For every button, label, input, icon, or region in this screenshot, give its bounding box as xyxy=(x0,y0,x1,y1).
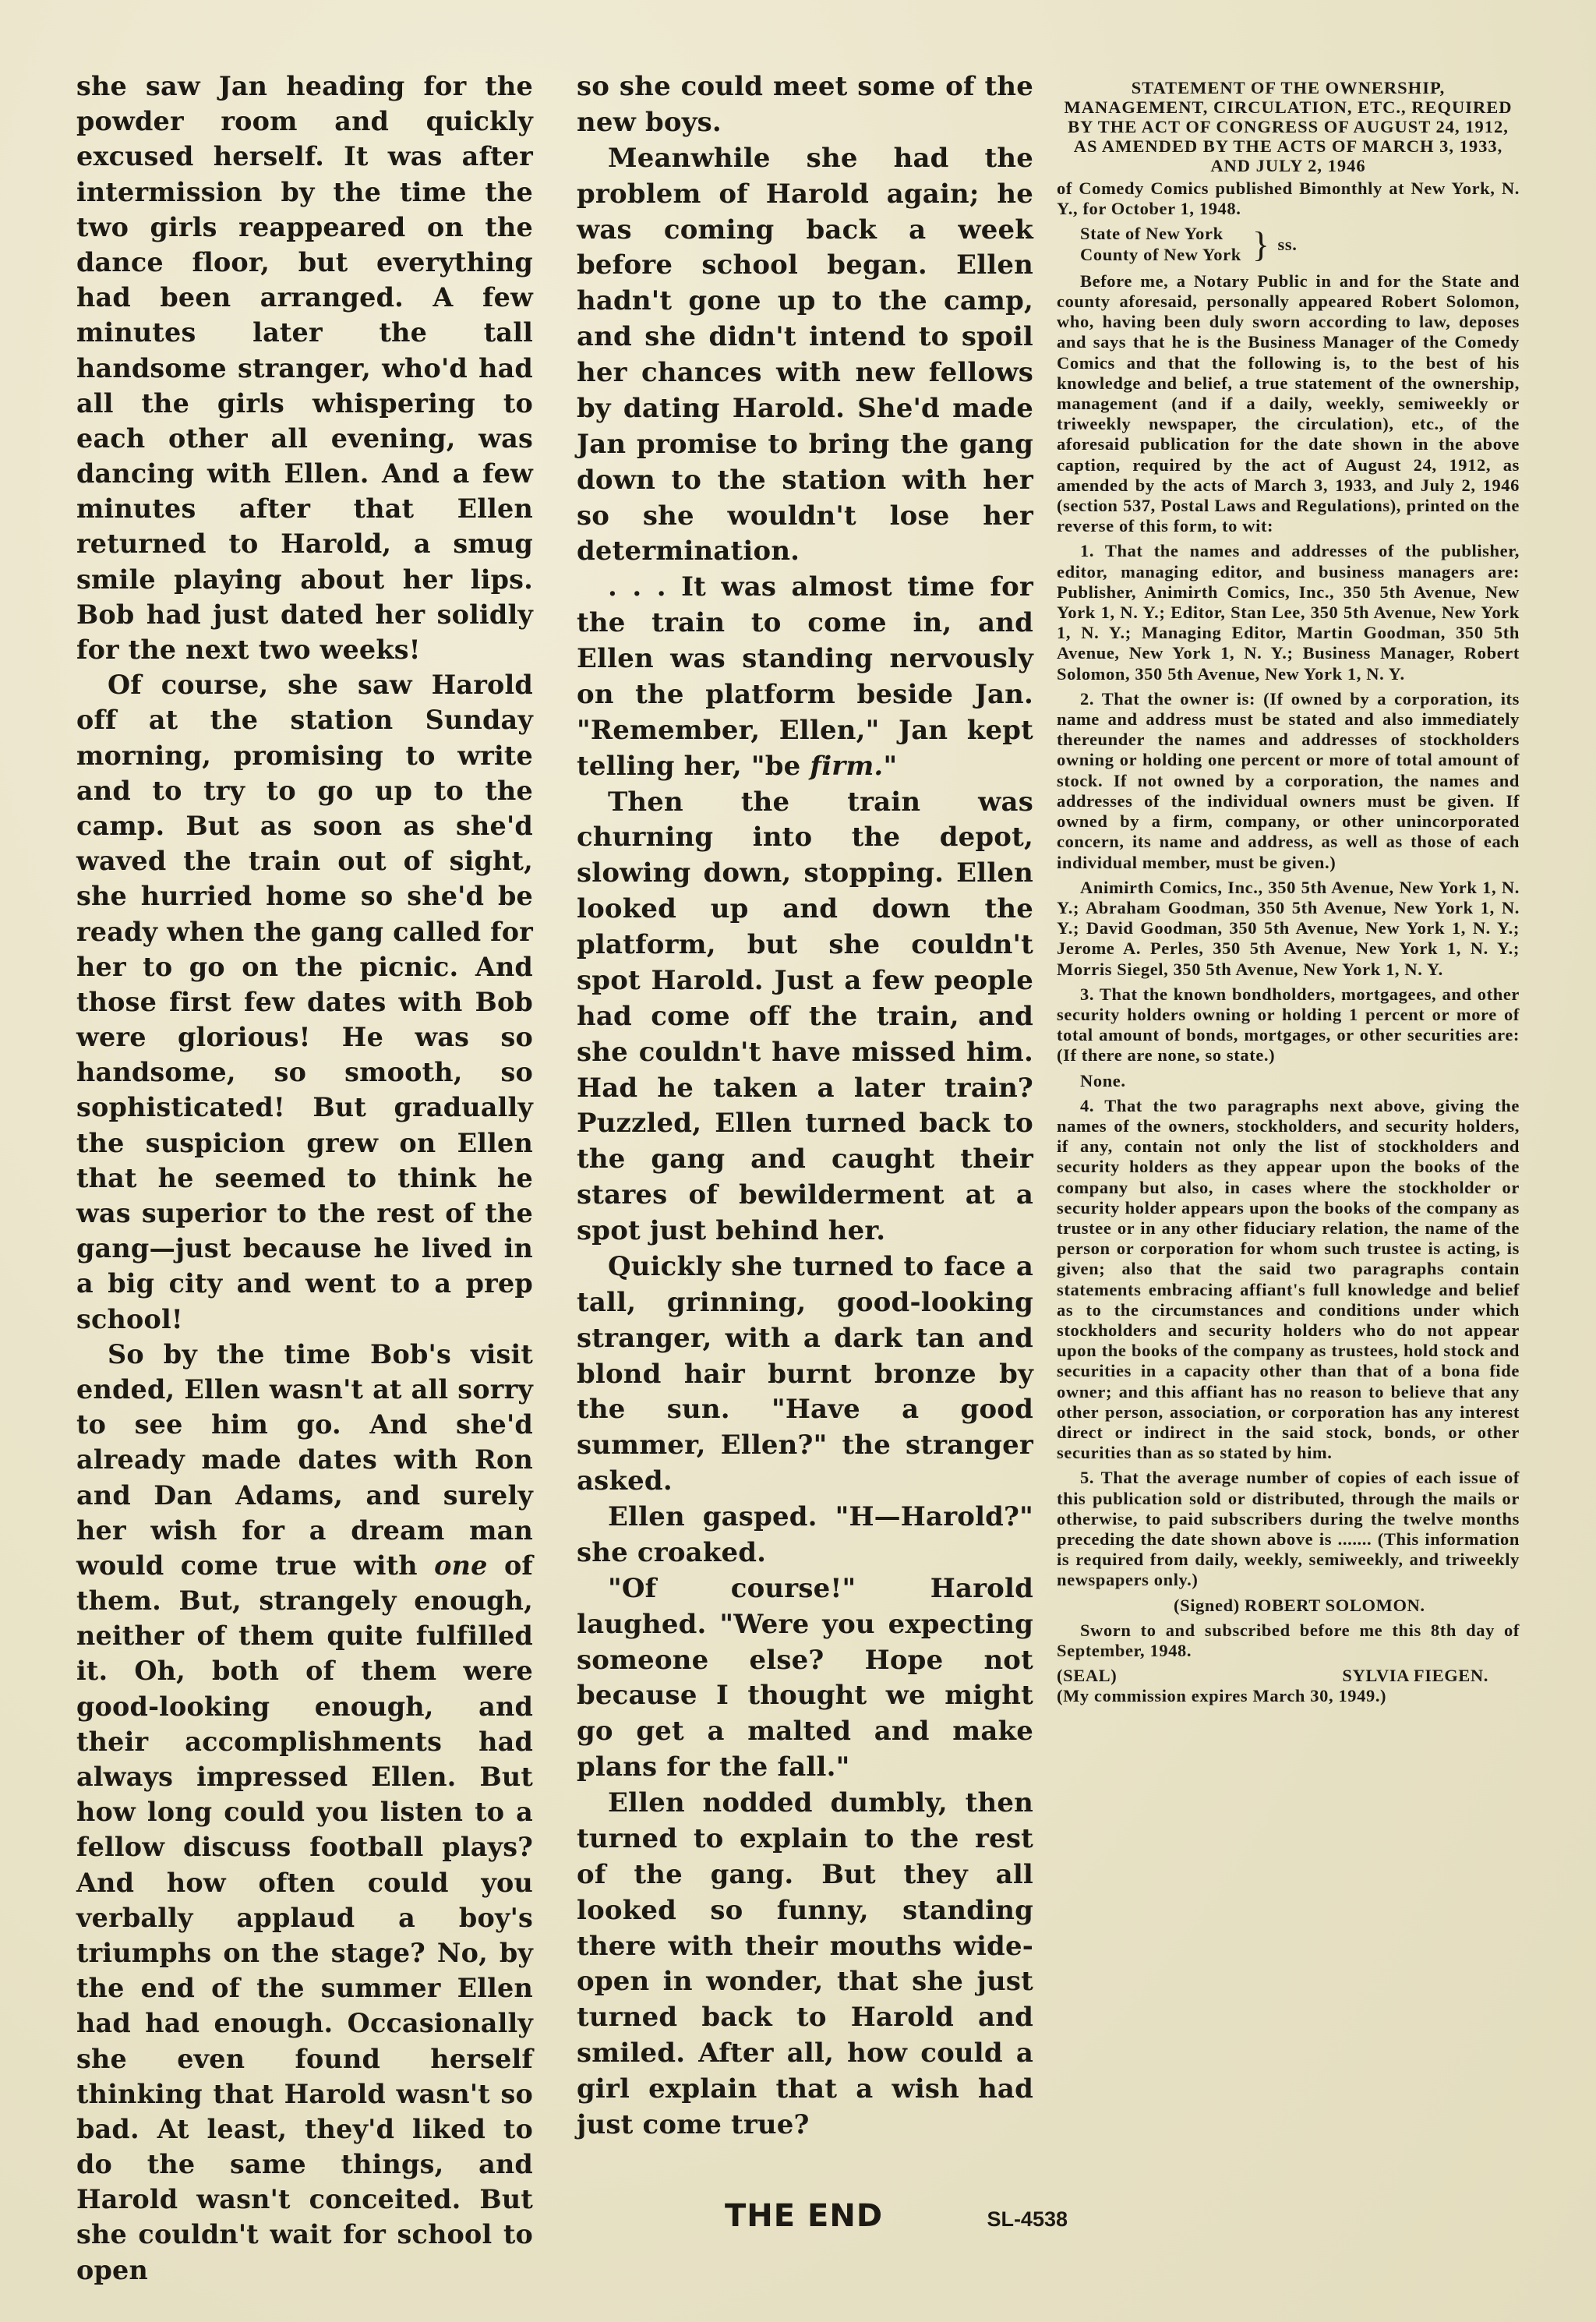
story-code: SL-4538 xyxy=(987,2207,1068,2231)
statement-paragraph: 4. That the two paragraphs next above, giving the names of the owners, stockholders, and security holders, if any, contain not only the list of stockholders and security holders as they appear upon the books of the company but also, in cases where the stockholder or security holder appears upon the books of the company as trustee or in any other fiduciary relation, the name of the person or corporation for whom such trustee is acting, is given; also that the said two paragraphs contain statements embracing affiant's full knowledge and belief as to the circumstances and conditions under which stockholders and security holders who do not appear upon the books of the company as trustees, hold stock and securities in a capacity other than that of a bona fide owner; and this affiant has no reason to believe that any other person, association, or corporation has any interest direct or indirect in the said stock, bonds, or other securities than as so stated by him. xyxy=(1057,1095,1520,1463)
statement-paragraph: 5. That the average number of copies of each issue of this publication sold or distributed, through the mails or otherwise, to paid subscribers during the twelve months preceding the date shown above is ....... (This information is required from daily, weekly, semiweekly, and triweekly newspapers only.) xyxy=(1057,1468,1520,1590)
statement-heading: STATEMENT OF THE OWNERSHIP, MANAGEMENT, CIRCULATION, ETC., REQUIRED BY THE ACT OF CONGRESS OF AUGUST 24, 1912, AS AMENDED BY THE ACTS OF MARCH 3, 1933, AND JULY 2, 1946 xyxy=(1064,78,1513,175)
statement-paragraph: Before me, a Notary Public in and for the State and county aforesaid, personally appeared Robert Solomon, who, having been duly sworn according to law, deposes and says that he is the Business Manager of the Comedy Comics and that the following is, to the best of his knowledge and belief, a true statement of the ownership, management (and if a daily, weekly, semiweekly or triweekly newspaper, the circulation), etc., of the aforesaid publication for the date shown in the above caption, required by the act of August 24, 1912, as amended by the acts of March 3, 1933, and July 2, 1946 (section 537, Postal Laws and Regulations), printed on the reverse of this form, to wit: xyxy=(1057,270,1520,536)
county-line: County of New York xyxy=(1080,244,1241,264)
statement-paragraph: 2. That the owner is: (If owned by a corporation, its name and address must be stated and also immediately thereunder the names and addresses of stockholders owning or holding one percent or more of total amount of stock. If not owned by a corporation, the names and addresses of the individual owners must be given. If owned by a firm, company, or other unincorporated concern, its name and address, as well as those of each individual member, must be given.) xyxy=(1057,688,1520,872)
story-paragraph: so she could meet some of the new boys. xyxy=(577,70,1033,137)
ownership-statement xyxy=(1057,78,1520,1712)
seal-row xyxy=(1057,1666,1520,1686)
notary-name: SYLVIA FIEGEN. xyxy=(1342,1666,1488,1686)
signature-line: (Signed) ROBERT SOLOMON. xyxy=(1174,1595,1425,1615)
story-text: . . . It was almost time for the train to come in, and Ellen was standing nervously on the platform beside Jan. "Remember, Ellen," Jan kept telling her, "be xyxy=(577,571,1033,781)
statement-paragraph: 1. That the names and addresses of the publisher, editor, managing editor, and business managers are: Publisher, Animirth Comics, Inc., 350 5th Avenue, New York 1, N. Y.; Editor, Stan Lee, 350 5th Avenue, New York 1, N. Y.; Managing Editor, Martin Goodman, 350 5th Avenue, New York 1, N. Y.; Business Manager, Robert Solomon, 350 5th Avenue, New York 1, N. Y. xyxy=(1057,541,1520,684)
story-footer xyxy=(725,2198,1068,2234)
story-paragraph: Meanwhile she had the problem of Harold again; he was coming back a week before school began. Ellen hadn't gone up to the camp, and she didn't intend to spoil her chances with new fellows by dating Harold. She'd made Jan promise to bring the gang down to the station with her so she wouldn't lose her determination. xyxy=(577,141,1033,567)
story-paragraph xyxy=(577,569,1033,783)
story-paragraph: "Of course!" Harold laughed. "Were you expecting someone else? Hope not because I thought we might go get a malted and make plans for the fall." xyxy=(577,1571,1033,1783)
statement-paragraph: Animirth Comics, Inc., 350 5th Avenue, New York 1, N. Y.; Abraham Goodman, 350 5th Avenue, New York 1, N. Y.; David Goodman, 350 5th Avenue, New York 1, N. Y.; Jerome A. Perles, 350 5th Avenue, New York 1, N. Y.; Morris Siegel, 350 5th Avenue, New York 1, N. Y. xyxy=(1057,877,1520,979)
statement-paragraph: None. xyxy=(1080,1070,1126,1090)
commission-expiry: (My commission expires March 30, 1949.) xyxy=(1057,1686,1387,1706)
story-paragraph: Then the train was churning into the depot, slowing down, stopping. Ellen looked up and down the platform, but she couldn't spot Harold. Just a few people had come off the train, and she couldn't have missed him. Had he taken a later train? Puzzled, Ellen turned back to the gang and caught their stares of bewilderment at a spot just behind her. xyxy=(577,785,1033,1246)
ss-label: ss. xyxy=(1277,234,1298,254)
story-paragraph: Ellen nodded dumbly, then turned to explain to the rest of the gang. But they all looked so funny, standing there with their mouths wide-open in wonder, that she just turned back to Harold and smiled. After all, how could a girl explain that a wish had just come true? xyxy=(577,1787,1033,2140)
state-county-block xyxy=(1057,224,1520,264)
story-column-middle xyxy=(577,69,1033,2143)
story-text: So by the time Bob's visit ended, Ellen wasn't at all sorry to see him go. And she'd already made dates with Ron and Dan Adams, and surely her wish for a dream man would come true with xyxy=(76,1338,533,1581)
story-paragraph: Quickly she turned to face a tall, grinning, good-looking stranger, with a dark tan and blond hair burnt bronze by the sun. "Have a good summer, Ellen?" the stranger asked. xyxy=(577,1249,1033,1497)
brace-icon: } xyxy=(1252,224,1270,264)
story-paragraph: Of course, she saw Harold off at the station Sunday morning, promising to write and to try to go up to the camp. But as soon as she'd waved the train out of sight, she hurried home so she'd be ready when the gang called for her to go on the picnic. And those first few dates with Bob were glorious! He was so handsome, so smooth, so sophisticated! But gradually the suspicion grew on Ellen that he seemed to think he was superior to the rest of the gang—just because he lived in a big city and went to a prep school! xyxy=(76,670,533,1334)
state-line: State of New York xyxy=(1080,224,1223,244)
story-text: " xyxy=(883,749,898,781)
story-column-left xyxy=(76,69,533,2288)
story-emphasis: one xyxy=(434,1550,488,1581)
the-end-label: THE END xyxy=(725,2198,884,2234)
story-paragraph xyxy=(76,1337,533,2288)
seal-label: (SEAL) xyxy=(1057,1666,1118,1686)
story-emphasis: firm. xyxy=(810,749,884,781)
story-paragraph: Ellen gasped. "H—Harold?" she croaked. xyxy=(577,1500,1033,1567)
story-text: of them. But, strangely enough, neither of them quite fulfilled it. Oh, both of them were good-looking enough, and their accomplishments had always impressed Ellen. But how long could you listen to a fellow discuss football plays? And how often could you verbally applaud a boy's triumphs on the stage? No, by the end of the summer Ellen had had enough. Occasionally she even found herself thinking that Harold wasn't so bad. At least, they'd liked to do the same things, and Harold wasn't conceited. But she couldn't wait for school to open xyxy=(76,1550,533,2285)
story-paragraph: she saw Jan heading for the powder room and quickly excused herself. It was after intermission by the time the two girls reappeared on the dance floor, but everything had been arranged. A few minutes later the tall handsome stranger, who'd had all the girls whispering to each other all evening, was dancing with Ellen. And a few minutes after that Ellen returned to Harold, a smug smile playing about her lips. Bob had just dated her solidly for the next two weeks! xyxy=(76,71,533,665)
statement-intro: of Comedy Comics published Bimonthly at New York, N. Y., for October 1, 1948. xyxy=(1057,178,1520,219)
sworn-statement: Sworn to and subscribed before me this 8th day of September, 1948. xyxy=(1057,1620,1520,1661)
statement-paragraph: 3. That the known bondholders, mortgagees, and other security holders owning or holding 1 percent or more of total amount of bonds, mortgages, or other securities are: (If there are none, so state.) xyxy=(1057,984,1520,1066)
